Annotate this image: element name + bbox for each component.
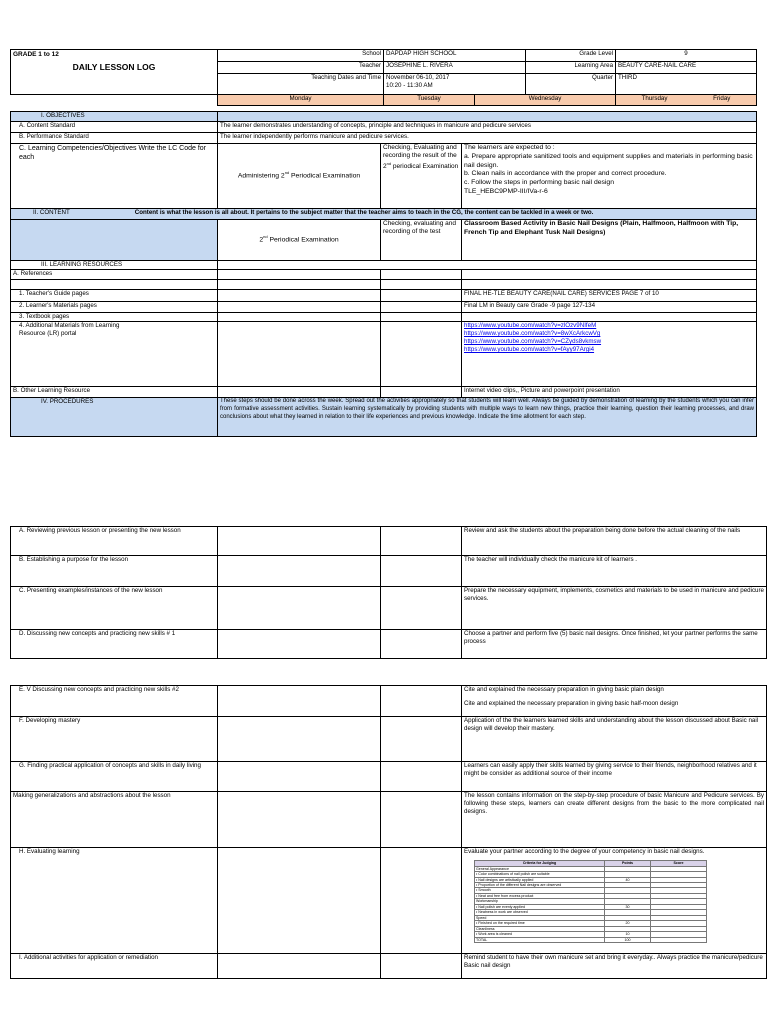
rubric-cell-points: 10 [605,932,651,937]
step-a-monday [218,527,381,556]
other-resource-wednesday [381,387,462,398]
content-thursday: Classroom Based Activity in Basic Nail Designs (Plain, Halfmoon, Halfmoon with Tip, French Tip and Elephant Tusk Nail Designs) [462,220,757,261]
step-b-monday [218,556,381,587]
rubric-cell-criteria: Speed [475,915,605,920]
performance-standard-label: B. Performance Standard [11,133,218,144]
content-heading: II. CONTENT [33,209,70,216]
rubric-cell-criteria: • Nail designs are artistically applied [475,877,605,882]
references-label: A. References [11,270,218,280]
grade-level-value: 9 [616,50,757,62]
step-h-wednesday [381,848,462,954]
rubric-cell-criteria: Workmanship [475,899,605,904]
textbook-wednesday [381,313,462,322]
other-resource-monday [218,387,381,398]
rubric-cell-criteria: • Neat and free from excess product [475,893,605,898]
content-blank [11,220,218,261]
additional-materials-label: 4. Additional Materials from Learning Resource (LR) portal [11,322,218,387]
learners-materials-wednesday [381,302,462,313]
performance-standard-value: The learner independently performs manicure and pedicure services. [218,133,757,144]
references-wednesday [381,270,462,280]
rubric-cell-points: 20 [605,921,651,926]
rubric-table [474,860,707,943]
textbook-thursday [462,313,757,322]
references-spacer-wednesday [381,280,462,290]
step-f-wednesday [381,717,462,762]
references-spacer-thursday [462,280,757,290]
step-f-monday [218,717,381,762]
rubric-cell-points: 40 [605,877,651,882]
content-monday: 2nd Periodical Examination [218,220,381,261]
rubric-cell-criteria: General Appearance [475,866,605,871]
rubric-cell-criteria: • Work area is cleaned [475,932,605,937]
day-header-tuesday: Tuesday [384,95,475,106]
objectives-heading: I. OBJECTIVES [11,112,218,122]
learning-area-value: BEAUTY CARE-NAIL CARE [616,62,757,74]
learning-area-label: Learning Area [526,62,616,74]
quarter-label: Quarter [526,74,616,95]
learners-materials-value: Final LM in Beauty care Grade -9 page 127-134 [462,302,757,313]
procedures-heading: IV. PROCEDURES [11,398,218,437]
references-thursday [462,270,757,280]
step-c-monday [218,587,381,630]
additional-materials-links [462,322,757,387]
step-i-wednesday [381,954,462,979]
generalization-label: Making generalizations and abstractions about the lesson [11,792,218,848]
procedures-description: These steps should be done across the week. Spread out the activities appropriately so that students will learn well. Always be guided by demonstration of learning by the students which you can infer from formative assessment activities. Sustain learning systematically by providing students with multiple ways to learn new things, practice their learning, question their learning processes, and draw conclusions about what they learned in relation to their life experiences and previous knowledge. Indicate the time allotment for each step. [218,398,757,437]
step-d-label: D. Discussing new concepts and practicing new skills # 1 [11,630,218,659]
step-g-wednesday [381,762,462,792]
teacher-label: Teacher [218,62,384,74]
step-h-thursday [462,848,767,954]
learners-materials-monday [218,302,381,313]
rubric-cell-points: 100 [605,937,651,942]
step-h-monday [218,848,381,954]
teachers-guide-monday [218,290,381,302]
youtube-link-4[interactable]: https://www.youtube.com/watch?v=fAyy97Argi4 [464,346,595,354]
textbook-label: 3. Textbook pages [11,313,218,322]
rubric-cell-points: 30 [605,904,651,909]
step-e-thursday [462,686,767,717]
step-d-wednesday [381,630,462,659]
school-value: DAPDAP HIGH SCHOOL [384,50,526,62]
step-i-label: I. Additional activities for application or remediation [11,954,218,979]
rubric-cell-criteria: • Color combinations of nail polish are suitable [475,872,605,877]
additional-materials-wednesday [381,322,462,387]
day-header-thursday-friday [616,95,757,106]
day-header-thursday-label: Thursday [641,95,668,102]
objectives-heading-fill [218,112,757,122]
day-header-monday: Monday [218,95,384,106]
content-standard-value: The learner demonstrates understanding of concepts, principle and techniques in manicure and pedicure services [218,122,757,133]
generalization-thursday: The lesson contains information on the step-by-step procedure of basic Manicure and Pedicure services. By following these steps, learners can create different designs from the basic to the more complicated nail designs. [462,792,767,848]
step-e-line-2: Cite and explained the necessary preparation in giving basic half-moon design [464,700,679,708]
references-spacer [11,280,218,290]
step-c-thursday: Prepare the necessary equipment, implements, cosmetics and materials to be used in manicure and pedicure services. [462,587,767,630]
procedures-table-1 [10,526,767,659]
grade-range: GRADE 1 to 12 [13,51,59,58]
rubric-cell-criteria: • Neatness in work are observed [475,910,605,915]
rubric-row [475,937,707,942]
day-header-blank [11,95,218,106]
rubric-cell-criteria: • Smooth [475,888,605,893]
step-b-wednesday [381,556,462,587]
youtube-link-2[interactable]: https://www.youtube.com/watch?v=8wXcArkcwVg [464,330,601,338]
competencies-line-5: TLE_HEBC9PMP-III/IVa-r-6 [464,188,548,196]
step-c-wednesday [381,587,462,630]
step-g-monday [218,762,381,792]
rubric-header-points: Points [605,861,651,866]
objectives-table [10,111,757,437]
step-g-label: G. Finding practical application of concepts and skills in daily living [11,762,218,792]
competencies-line-2: a. Prepare appropriate sanitized tools and equipment supplies and materials in performing basic nail design. [464,152,753,169]
competencies-monday: Administering 2nd Periodical Examination [218,144,381,209]
step-a-wednesday [381,527,462,556]
youtube-link-1[interactable]: https://www.youtube.com/watch?v=zlOzv9NIfeM [464,322,597,330]
teachers-guide-value: FINAL HE-TLE BEAUTY CARE(NAIL CARE) SERVICES PAGE 7 of 10 [462,290,757,302]
daily-lesson-log-table [10,49,757,106]
rubric-header-score: Score [651,861,707,866]
content-wednesday: Checking, evaluating and recording of the test [381,220,462,261]
rubric-cell-criteria: • Nail polish are evenly applied [475,904,605,909]
content-heading-row [11,209,757,220]
day-header-wednesday: Wednesday [475,95,616,106]
content-standard-label: A. Content Standard [11,122,218,133]
step-f-thursday: Application of the the learners learned skills and understanding about the lesson discussed about Basic nail design will develop their mastery. [462,717,767,762]
procedures-table-2 [10,685,767,979]
step-e-wednesday [381,686,462,717]
textbook-monday [218,313,381,322]
step-e-monday [218,686,381,717]
step-c-label: C. Presenting examples/instances of the new lesson [11,587,218,630]
rubric-cell-criteria: • Proportion of the different Nail designs are observed [475,883,605,888]
rubric-cell-criteria: TOTAL [475,937,605,942]
competencies-wednesday: Checking, Evaluating and recording the result of the 2nd periodical Examination [381,144,462,209]
generalization-monday [218,792,381,848]
rubric-cell-score [651,937,707,942]
resources-heading: III. LEARNING RESOURCES [11,261,218,270]
rubric-cell-criteria: • Finished on the required time [475,921,605,926]
additional-materials-monday [218,322,381,387]
grade-title-cell [11,50,218,95]
day-header-friday-label: Friday [713,95,731,102]
other-resource-value: Internet video clips,, Picture and powerpoint presentation [462,387,757,398]
references-spacer-monday [218,280,381,290]
step-b-label: B. Establishing a purpose for the lesson [11,556,218,587]
rubric-body [475,861,707,943]
step-g-thursday: Learners can easily apply their skills learned by giving service to their friends, neighborhood relatives and it might be consider as additional source of their income [462,762,767,792]
dates-value [384,74,526,95]
teachers-guide-wednesday [381,290,462,302]
content-description: Content is what the lesson is all about. It pertains to the subject matter that the teacher aims to teach in the CG, the content can be tackled in a week or two. [134,209,594,216]
generalization-wednesday [381,792,462,848]
references-monday [218,270,381,280]
step-a-thursday: Review and ask the students about the preparation being done before the actual cleaning of the nails [462,527,767,556]
page-title: DAILY LESSON LOG [72,62,156,73]
rubric-wrapper [474,860,706,943]
school-label: School [218,50,384,62]
competencies-label: C. Learning Competencies/Objectives Write the LC Code for each [11,144,218,209]
resources-heading-fill [218,261,757,270]
competencies-line-4: c. Follow the steps in performing basic nail design [464,179,614,187]
step-h-text: Evaluate your partner according to the degree of your competency in basic nail designs. [464,848,705,855]
step-d-thursday: Choose a partner and perform five (5) basic nail designs. Once finished, let your partner performs the same process [462,630,767,659]
step-d-monday [218,630,381,659]
teacher-value: JOSEPHINE L. RIVERA [384,62,526,74]
youtube-link-3[interactable]: https://www.youtube.com/watch?v=CZyds8vkmsw [464,338,602,346]
step-b-thursday: The teacher will individually check the manicure kit of learners . [462,556,767,587]
step-e-line-1: Cite and explained the necessary preparation in giving basic plain design [464,686,664,693]
step-h-label: H. Evaluating learning [11,848,218,954]
rubric-header-criteria: Criteria for Judging [475,861,605,866]
competencies-line-3: b. Clean nails in accordance with the proper and correct procedure. [464,170,667,178]
other-resource-label: B. Other Learning Resource [11,387,218,398]
dates-value-date: November 06-10, 2017 [386,74,450,81]
competencies-thursday [462,144,757,209]
teachers-guide-label: 1. Teacher's Guide pages [11,290,218,302]
step-f-label: F. Developing mastery [11,717,218,762]
step-a-label: A. Reviewing previous lesson or presenting the new lesson [11,527,218,556]
learners-materials-label: 2. Learner's Materials pages [11,302,218,313]
step-e-label: E. V Discussing new concepts and practicing new skills #2 [11,686,218,717]
step-i-thursday: Remind student to have their own manicure set and bring it everyday.. Always practice the manicure/pedicure Basic nail design [462,954,767,979]
grade-level-label: Grade Level [526,50,616,62]
quarter-value: THIRD [616,74,757,95]
step-i-monday [218,954,381,979]
dates-label: Teaching Dates and Time [218,74,384,95]
competencies-line-1: The learners are expected to : [464,144,555,151]
dates-value-time: 10:20 - 11:30 AM [386,82,433,90]
rubric-cell-criteria: Cleanliness [475,926,605,931]
